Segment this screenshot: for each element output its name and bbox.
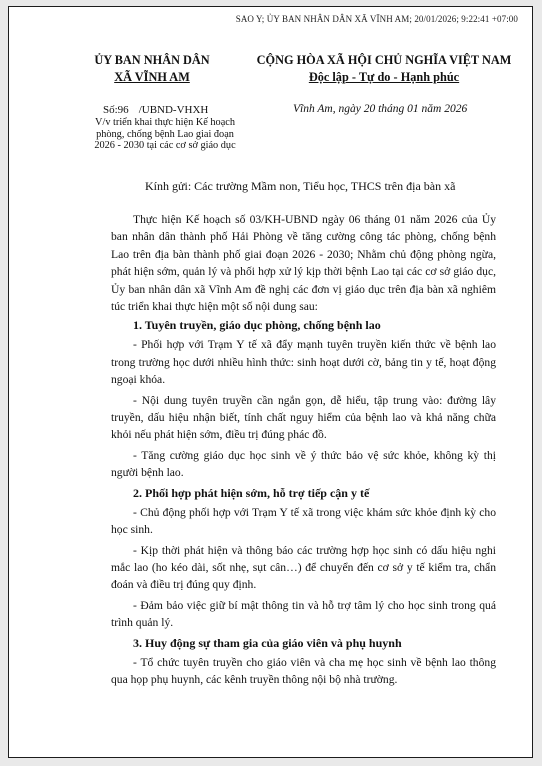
section-item: - Tăng cường giáo dục học sinh về ý thức bảo vệ sức khỏe, không kỳ thị người bệnh lao. [111,448,496,480]
subject-line: phòng, chống bệnh Lao giai đoạn [96,128,234,140]
subject-line: 2026 - 2030 tại các cơ sở giáo dục [94,140,236,151]
signature-stamp: SAO Y; ỦY BAN NHÂN DÂN XÃ VĨNH AM; 20/01/2026; 9:22:41 +07:00 [235,14,518,24]
section-item: - Chủ động phối hợp với Trạm Y tế xã trong việc khám sức khỏe định kỳ cho học sinh. [111,505,496,537]
agency-unit: XÃ VĨNH AM [114,70,190,84]
issuing-agency [77,53,227,86]
section-heading: 2. Phối hợp phát hiện sớm, hỗ trợ tiếp cận y tế [133,485,370,500]
document-number [103,104,208,116]
agency-name: ỦY BAN NHÂN DÂN [94,53,210,67]
place-date: Vĩnh Am, ngày 20 tháng 01 năm 2026 [293,103,468,115]
recipients: Kính gửi: Các trường Mầm non, Tiểu học, THCS trên địa bàn xã [145,179,456,193]
document-page [8,6,533,758]
section-item: - Nội dung tuyên truyền cần ngắn gọn, dễ hiểu, tập trung vào: đường lây truyền, dấu hiệu nhận biết, tính chất nguy hiểm của bệnh lao và khả năng chữa khỏi nếu phát hiện sớm, điều trị đúng phác đồ. [111,393,496,442]
subject-line: V/v triển khai thực hiện Kế hoạch [95,117,235,128]
doc-number-suffix: /UBND-VHXH [138,104,209,116]
section-heading: 3. Huy động sự tham gia của giáo viên và phụ huynh [133,635,402,650]
document-subject [59,117,271,152]
section-item: - Tổ chức tuyên truyền cho giáo viên và cha mẹ học sinh về bệnh lao thông qua họp phụ huynh, các kênh truyền thông nội bộ nhà trường. [111,655,496,686]
section-heading: 1. Tuyên truyền, giáo dục phòng, chống bệnh lao [133,318,381,333]
section-item: - Phối hợp với Trạm Y tế xã đẩy mạnh tuyên truyền kiến thức về bệnh lao trong trường học dưới nhiều hình thức: sinh hoạt dưới cờ, bảng tin y tế, hoạt động ngoại khóa. [111,338,496,387]
document-body [111,211,496,691]
section-item: - Kịp thời phát hiện và thông báo các trường hợp học sinh có dấu hiệu nghi mắc lao (ho kéo dài, sốt nhẹ, sụt cân…) để chuyển đến cơ sở y tế kiểm tra, chẩn đoán và điều trị đúng quy định. [111,543,496,592]
intro-paragraph: Thực hiện Kế hoạch số 03/KH-UBND ngày 06 tháng 01 năm 2026 của Ủy ban nhân dân thành phố Hải Phòng về tăng cường công tác phòng, chống bệnh Lao trên địa bàn thành phố giai đoạn 2026 - 2030; Nhằm chủ động phòng ngừa, phát hiện sớm, quản lý và phối hợp xử lý kịp thời bệnh Lao tại các cơ sở giáo dục, Ủy ban nhân dân xã Vĩnh Am đề nghị các đơn vị giáo dục trên địa bàn xã nghiêm túc triển khai thực hiện một số nội dung sau: [111,213,496,314]
motto: Độc lập - Tự do - Hạnh phúc [308,70,460,84]
national-motto [253,53,515,86]
nation-title: CỘNG HÒA XÃ HỘI CHỦ NGHĨA VIỆT NAM [256,53,512,67]
section-item: - Đảm bảo việc giữ bí mật thông tin và hỗ trợ tâm lý cho học sinh trong quá trình quản lý. [111,598,496,630]
doc-number-prefix: Số:96 [103,104,129,116]
